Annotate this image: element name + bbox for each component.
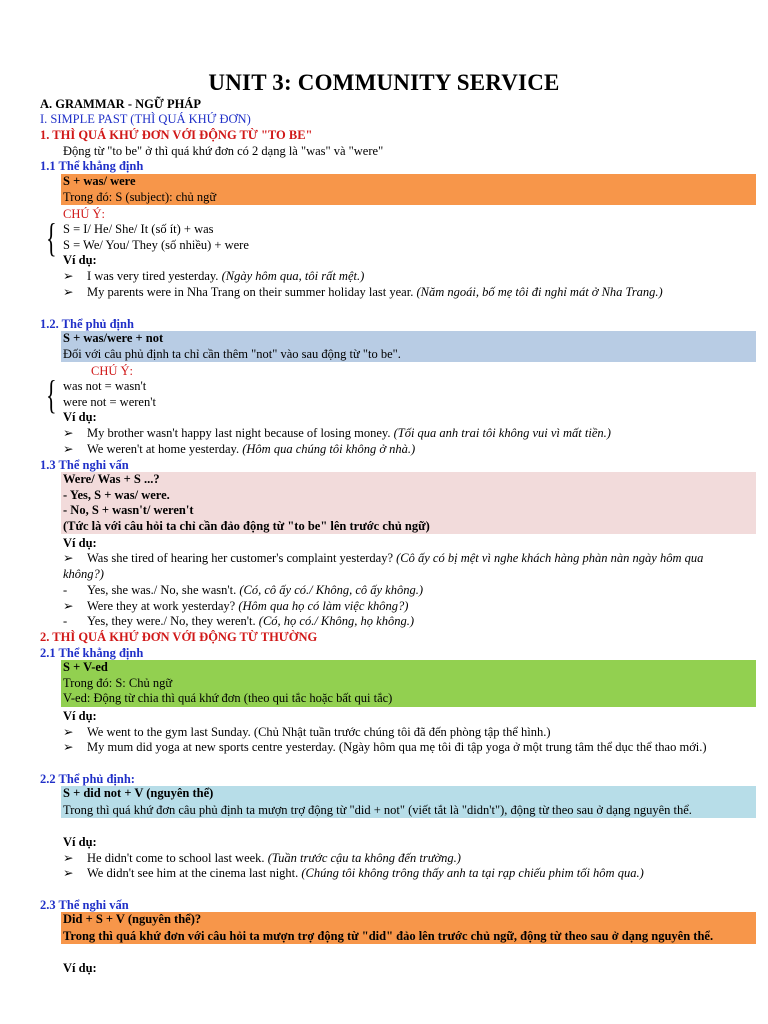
- s11-heading: 1.1 Thể khẳng định: [40, 159, 144, 173]
- s23-note: Trong thì quá khứ đơn với câu hỏi ta mượn trợ động từ "did" đảo lên trước chủ ngữ, động từ theo sau ở dạng nguyên thể.: [63, 928, 714, 943]
- s13-formula-box: [61, 472, 756, 534]
- s13-yes: - Yes, S + was/ were.: [63, 487, 170, 502]
- arrow-bullet-icon: ➢: [63, 426, 74, 440]
- s11-vidu: Ví dụ:: [63, 253, 97, 267]
- arrow-bullet-icon: ➢: [63, 725, 74, 739]
- s12-example-1: ➢ My brother wasn't happy last night because of losing money. (Tối qua anh trai tôi không vui vì mất tiền.): [63, 426, 611, 440]
- s21-example-2: ➢ My mum did yoga at new sports centre yesterday. (Ngày hôm qua mẹ tôi đi tập yoga ở một trung tâm thể dục thể thao mới.): [63, 740, 707, 754]
- s13-note: (Tức là với câu hỏi ta chỉ cần đảo động từ "to be" lên trước chủ ngữ): [63, 518, 430, 533]
- s23-vidu: Ví dụ:: [63, 961, 97, 975]
- s13-example-1: ➢ Was she tired of hearing her customer's complaint yesterday? (Cô ấy có bị mệt vì nghe khách hàng phàn nàn ngày hôm qua không?): [63, 551, 704, 581]
- s22-vidu: Ví dụ:: [63, 835, 97, 849]
- page-title: UNIT 3: COMMUNITY SERVICE: [208, 70, 560, 95]
- s22-formula: S + did not + V (nguyên thể): [63, 786, 214, 800]
- part1-heading: 1. THÌ QUÁ KHỨ ĐƠN VỚI ĐỘNG TỪ "TO BE": [40, 128, 313, 142]
- s21-example-1: ➢ We went to the gym last Sunday. (Chủ Nhật tuần trước chúng tôi đã đến phòng tập thể hình.): [63, 725, 551, 739]
- s13-answer-2: - Yes, they were./ No, they weren't. (Có, họ có./ Không, họ không.): [63, 614, 414, 628]
- section-i-heading: I. SIMPLE PAST (THÌ QUÁ KHỨ ĐƠN): [40, 112, 251, 126]
- s12-brace-icon: {: [46, 372, 57, 417]
- s11-note: Trong đó: S (subject): chủ ngữ: [63, 189, 217, 204]
- section-a-heading: A. GRAMMAR - NGỮ PHÁP: [40, 97, 201, 111]
- arrow-bullet-icon: ➢: [63, 285, 74, 299]
- s22-example-2: ➢ We didn't see him at the cinema last night. (Chúng tôi không trông thấy anh ta tại rạp chiếu phim tối hôm qua.): [63, 866, 644, 880]
- s11-rule2: S = We/ You/ They (số nhiều) + were: [63, 238, 249, 252]
- s11-example-1: ➢ I was very tired yesterday. (Ngày hôm qua, tôi rất mệt.): [63, 269, 365, 283]
- s11-chuy: CHÚ Ý:: [63, 207, 106, 221]
- arrow-bullet-icon: ➢: [63, 599, 74, 613]
- arrow-bullet-icon: ➢: [63, 551, 74, 565]
- s22-heading: 2.2 Thể phủ định:: [40, 772, 135, 786]
- s12-formula-box: [61, 331, 756, 362]
- s13-formula: Were/ Was + S ...?: [63, 472, 160, 486]
- s12-heading: 1.2. Thể phủ định: [40, 317, 134, 331]
- s11-rule1: S = I/ He/ She/ It (số ít) + was: [63, 222, 214, 236]
- s11-brace-icon: {: [46, 215, 57, 260]
- s12-rule2: were not = weren't: [63, 395, 156, 409]
- s12-formula: S + was/were + not: [63, 331, 164, 345]
- s21-note1: Trong đó: S: Chủ ngữ: [63, 675, 173, 690]
- s22-formula-box: [61, 786, 756, 818]
- s21-formula: S + V-ed: [63, 660, 108, 674]
- s23-formula-box: [61, 912, 756, 944]
- part1-intro: Động từ "to be" ở thì quá khứ đơn có 2 dạng là "was" và "were": [63, 144, 384, 158]
- s21-vidu: Ví dụ:: [63, 709, 97, 723]
- arrow-bullet-icon: ➢: [63, 269, 74, 283]
- s13-answer-1: - Yes, she was./ No, she wasn't. (Có, cô ấy có./ Không, cô ấy không.): [63, 583, 424, 597]
- s12-note: Đối với câu phủ định ta chỉ cần thêm "not" vào sau động từ "to be".: [63, 346, 401, 361]
- s23-formula: Did + S + V (nguyên thể)?: [63, 912, 202, 926]
- arrow-bullet-icon: ➢: [63, 740, 74, 754]
- s12-example-2: ➢ We weren't at home yesterday. (Hôm qua chúng tôi không ở nhà.): [63, 442, 416, 456]
- s21-formula-box: [61, 660, 756, 707]
- s23-heading: 2.3 Thể nghi vấn: [40, 898, 129, 912]
- s11-formula: S + was/ were: [63, 174, 136, 188]
- s13-vidu: Ví dụ:: [63, 536, 97, 550]
- s22-note: Trong thì quá khứ đơn câu phủ định ta mượn trợ động từ "did + not" (viết tắt là "didn't"), động từ theo sau ở dạng nguyên thể.: [63, 802, 692, 817]
- s21-note2: V-ed: Động từ chia thì quá khứ đơn (theo qui tắc hoặc bất qui tắc): [63, 691, 393, 705]
- s12-vidu: Ví dụ:: [63, 410, 97, 424]
- s11-formula-box: [61, 174, 756, 205]
- s22-example-1: ➢ He didn't come to school last week. (Tuần trước cậu ta không đến trường.): [63, 851, 461, 865]
- s12-chuy: CHÚ Ý:: [91, 364, 134, 378]
- arrow-bullet-icon: ➢: [63, 851, 74, 865]
- s13-no: - No, S + wasn't/ weren't: [63, 503, 194, 517]
- s11-example-2: ➢ My parents were in Nha Trang on their summer holiday last year. (Năm ngoái, bố mẹ tôi đi nghỉ mát ở Nha Trang.): [63, 285, 663, 299]
- s13-heading: 1.3 Thể nghi vấn: [40, 458, 129, 472]
- part2-heading: 2. THÌ QUÁ KHỨ ĐƠN VỚI ĐỘNG TỪ THƯỜNG: [40, 630, 318, 644]
- arrow-bullet-icon: ➢: [63, 442, 74, 456]
- s13-example-2: ➢ Were they at work yesterday? (Hôm qua họ có làm việc không?): [63, 599, 409, 613]
- arrow-bullet-icon: ➢: [63, 866, 74, 880]
- s21-heading: 2.1 Thể khẳng định: [40, 646, 144, 660]
- s12-rule1: was not = wasn't: [63, 379, 147, 393]
